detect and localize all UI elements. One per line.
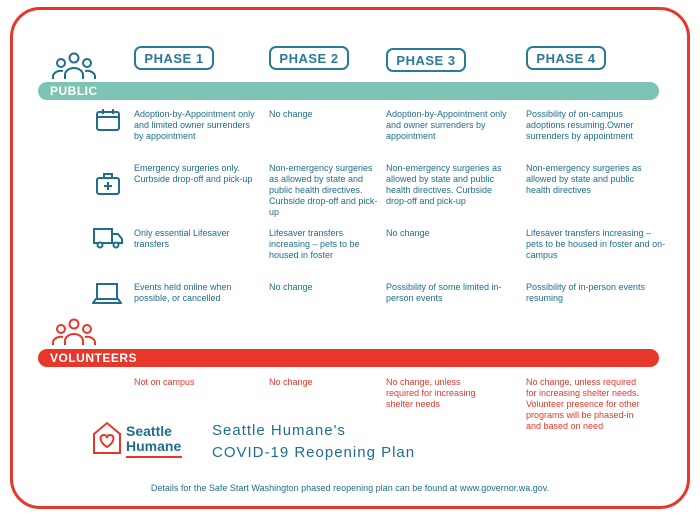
phase-2-header: PHASE 2 <box>269 46 349 70</box>
public-row-4-phase-4: Possibility of in-person events resuming <box>526 282 646 303</box>
volunteers-people-icon <box>52 318 96 346</box>
phase-4-header: PHASE 4 <box>526 46 606 70</box>
public-row-2-phase-4: Non-emergency surgeries as allowed by state and public health directives <box>526 163 642 195</box>
public-row-1-phase-3: Adoption-by-Appointment only and owner surrenders by appointment <box>386 109 507 141</box>
logo-underline <box>126 456 182 458</box>
truck-icon <box>92 226 124 250</box>
public-row-2-phase-3: Non-emergency surgeries as allowed by state and public health directives. Curbside drop-off and pick-up <box>386 163 502 206</box>
public-row-4-phase-3: Possibility of some limited in-person events <box>386 282 502 303</box>
title-line-1: Seattle Humane's <box>212 422 346 439</box>
public-row-1-phase-1: Adoption-by-Appointment only and limited owner surrenders by appointment <box>134 109 255 141</box>
logo-text-line-2: Humane <box>126 438 182 454</box>
volunteers-phase-2: No change <box>269 377 313 387</box>
house-heart-logo-icon <box>91 420 123 456</box>
public-row-3-phase-4: Lifesaver transfers increasing – pets to be housed in foster and on-campus <box>526 228 666 260</box>
public-row-3-phase-2: Lifesaver transfers increasing – pets to be housed in foster <box>269 228 360 260</box>
footer-note: Details for the Safe Start Washington phased reopening plan can be found at www.governor.wa.gov. <box>150 483 550 493</box>
public-row-2-phase-2: Non-emergency surgeries as allowed by state and public health directives. Curbside drop-off and pick-up <box>269 163 378 217</box>
people-icon <box>52 52 96 80</box>
calendar-icon <box>95 108 121 132</box>
public-row-1-phase-4: Possibility of on-campus adoptions resuming.Owner surrenders by appointment <box>526 109 634 141</box>
public-row-4-phase-2: No change <box>269 282 313 292</box>
medical-kit-icon <box>95 172 121 196</box>
logo-text-line-1: Seattle <box>126 423 172 439</box>
volunteers-bar: VOLUNTEERS <box>38 349 659 367</box>
public-row-4-phase-1: Events held online when possible, or cancelled <box>134 282 232 303</box>
public-row-3-phase-1: Only essential Lifesaver transfers <box>134 228 230 249</box>
public-row-2-phase-1: Emergency surgeries only. Curbside drop-off and pick-up <box>134 163 253 184</box>
volunteers-phase-4: No change, unless required for increasing shelter needs. Volunteer presence for other programs will be phased-in and based on need <box>526 377 640 431</box>
public-bar: PUBLIC <box>38 82 659 100</box>
public-row-1-phase-2: No change <box>269 109 313 119</box>
phase-1-header: PHASE 1 <box>134 46 214 70</box>
logo-text <box>126 424 181 454</box>
volunteers-phase-1: Not on campus <box>134 377 195 387</box>
phase-3-header: PHASE 3 <box>386 48 466 72</box>
public-row-3-phase-3: No change <box>386 228 430 238</box>
title-line-2: COVID-19 Reopening Plan <box>212 444 416 461</box>
volunteers-phase-3: No change, unless required for increasing shelter needs <box>386 377 476 409</box>
laptop-icon <box>92 282 122 306</box>
